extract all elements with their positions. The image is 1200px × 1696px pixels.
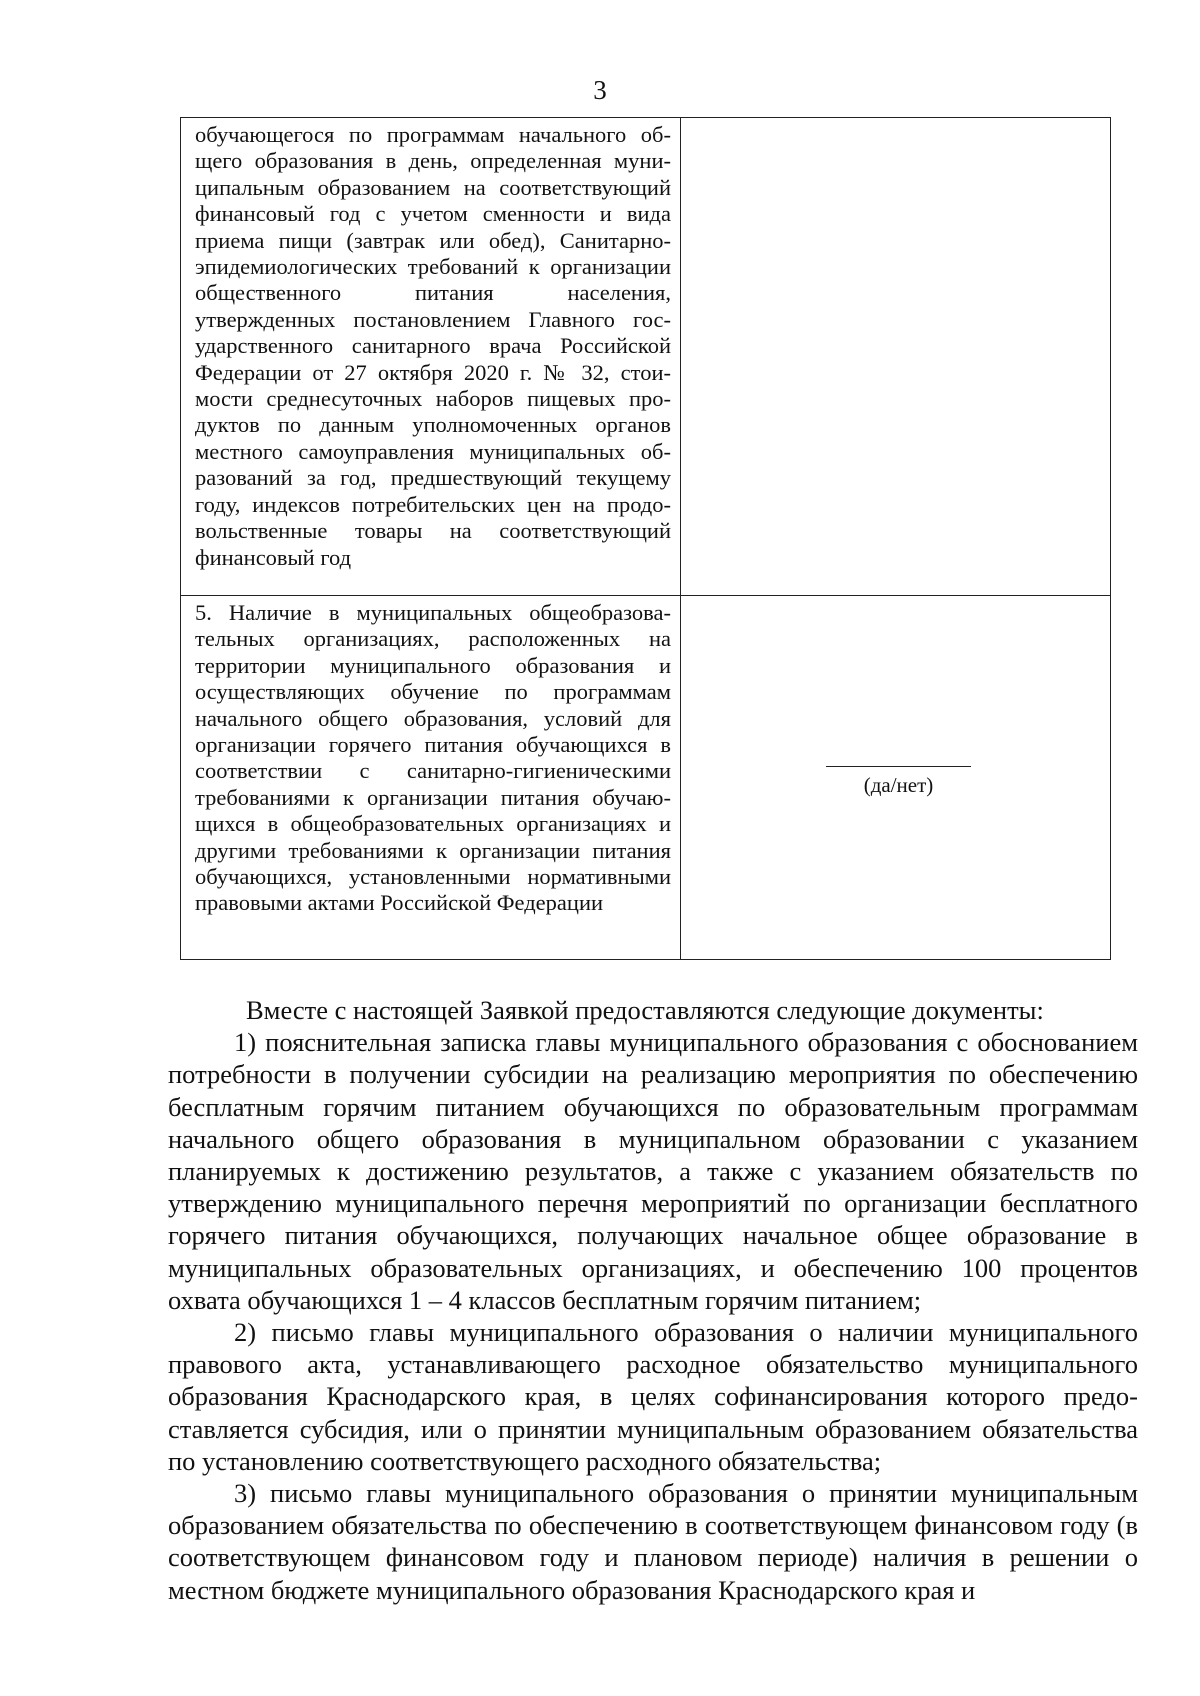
table-row (181, 118, 1111, 596)
answer-cell (681, 596, 1111, 960)
documents-intro: Вместе с настоящей Заявкой предоставляются следующие документы: (246, 995, 1044, 1025)
document-item: 2) письмо главы муниципального образования о наличии муниципального правового акта, устанавливающего расходное обязательство муниципального образования Краснодарского края, в целях софинансирования которого предоставляется субсидия, или о принятии муниципальным образованием обязательства по установлению соответствующего расходного обязательства; (168, 1317, 1138, 1476)
answer-blank-line (826, 766, 971, 767)
criterion-text: обучающегося по программам начального общего образования в день, определенная муниципальным образованием на соответствующий финансовый год с учетом сменности и вида приема пищи (завтрак или обед), Санитарно-эпидемиологических требований к организации общественного питания населения, утвержденных постановлением Главного государственного санитарного врача Российской Федерации от 27 октября 2020 г. № 32, стоимости среднесуточных наборов пищевых продуктов по данным уполномоченных органов местного самоуправления муниципальных образований за год, предшествующий текущему году, индексов потребительских цен на продовольственные товары на соответствующий финансовый год (195, 122, 671, 570)
application-table (180, 117, 1111, 960)
answer-cell (681, 118, 1111, 596)
answer-caption: (да/нет) (863, 773, 934, 797)
document-item: 1) пояснительная записка главы муниципального образования с обоснованием потребности в получении субсидии на реализацию мероприятия по обеспечению бесплатным горячим питанием обучающихся по образовательным программам начального общего образования в муниципальном образовании с указанием планируемых к достижению результатов, а также с указанием обязательств по утверждению муниципального перечня мероприятий по организации бесплатного горячего питания обучающихся, получающих начальное общее образование в муниципальных образовательных организациях, и обеспечению 100 процентов охвата обучающихся 1 – 4 классов бесплатным горячим питанием; (168, 1027, 1138, 1315)
criterion-text: 5. Наличие в муниципальных общеобразовательных организациях, расположенных на территории муниципального образования и осуществляющих обучение по программам начального общего образования, условий для организации горячего питания обучающихся в соответствии с санитарно-гигиеническими требованиями к организации питания обучающихся в общеобразовательных организациях и другими требованиями к организации питания обучающихся, установленными нормативными правовыми актами Российской Федерации (195, 600, 671, 916)
table-row (181, 596, 1111, 960)
criterion-cell (181, 596, 681, 960)
document-body (168, 994, 1138, 1606)
criterion-cell (181, 118, 681, 596)
document-item: 3) письмо главы муниципального образования о принятии муниципальным образованием обязательства по обеспечению в соответствующем финансовом году (в соответствующем финансовом году и плановом периоде) наличия в решении о местном бюджете муниципального образования Краснодарского края и (168, 1478, 1138, 1605)
page-number: 3 (593, 75, 607, 105)
